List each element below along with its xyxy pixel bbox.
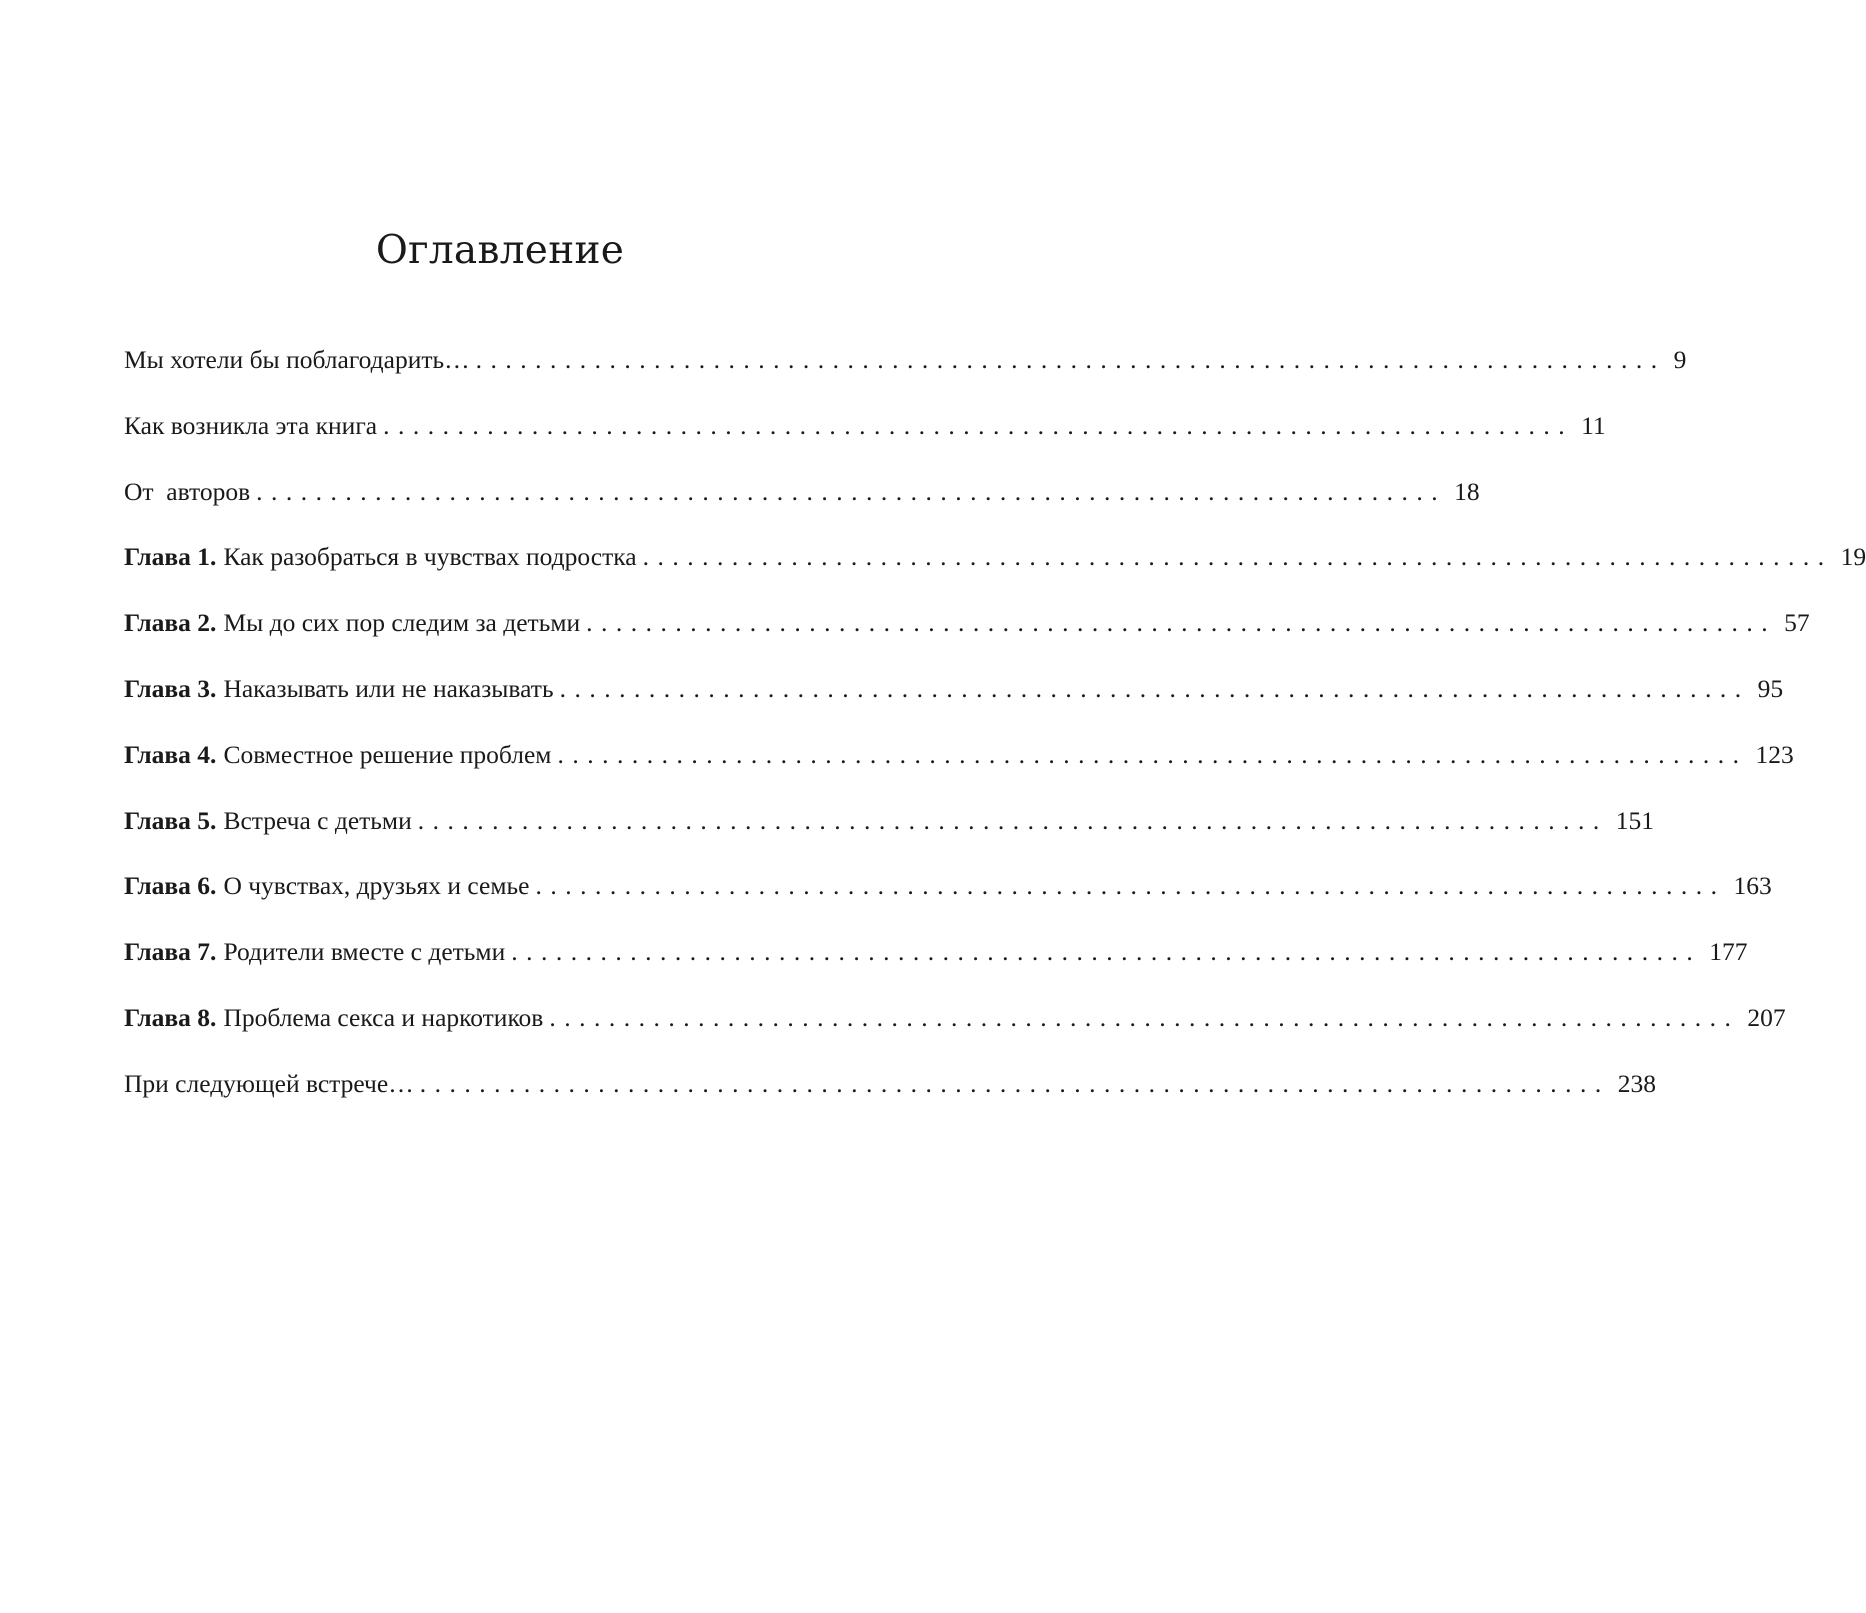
toc-page-number: 163 [1733,871,1772,901]
toc-entry [124,542,1866,608]
toc-entry-label-wrap [124,937,505,967]
toc-page-number: 207 [1747,1002,1786,1032]
toc-dot-leader: ................................................................................ [559,673,1750,703]
toc-dot-leader: ................................................................................ [417,805,1608,835]
toc-entry-label-wrap [124,740,551,770]
toc-entry [124,739,1794,806]
toc-page-number: 18 [1454,476,1480,506]
toc-dot-leader: ................................................................................ [642,542,1833,572]
toc-page-number: 57 [1784,608,1810,638]
toc-page-number: 151 [1615,805,1654,835]
chapter-number: Глава 6. [124,871,217,901]
page-title: Оглавление [375,228,625,273]
chapter-number: Глава 2. [124,608,217,638]
toc-entry [124,871,1772,937]
toc-entry [124,476,1480,543]
toc-entry-label: Мы хотели бы поблагодарить… [124,345,470,374]
chapter-number: Глава 1. [124,542,217,572]
toc-entry [124,673,1784,740]
toc-entry-label-wrap [124,608,580,638]
toc-entry-label-wrap [124,674,554,704]
toc-page-number: 177 [1709,937,1748,967]
toc-dot-leader: ................................................................................ [256,476,1447,506]
toc-page-number: 19 [1840,542,1866,572]
toc-entry [124,345,1687,411]
toc-entry-label-wrap [124,871,529,901]
toc-dot-leader: ................................................................................ [475,345,1666,374]
toc-entry-label-wrap [124,806,412,836]
toc-dot-leader: ................................................................................ [511,937,1702,967]
toc-entry-label-wrap [124,1003,543,1033]
toc-entry [124,937,1748,1003]
chapter-title: Родители вместе с детьми [223,937,506,967]
toc-dot-leader: ................................................................................ [586,608,1777,638]
chapter-number: Глава 7. [124,937,217,967]
toc-page-number: 11 [1581,410,1606,440]
toc-entry-label: От авторов [124,476,251,506]
chapter-number: Глава 3. [124,673,217,703]
toc-dot-leader: ................................................................................ [557,739,1748,769]
table-of-contents [124,345,1866,1135]
toc-entry-label: При следующей встрече… [124,1068,414,1098]
toc-page-number: 95 [1757,673,1784,703]
toc-entry [124,410,1606,477]
toc-page-number: 9 [1673,345,1687,374]
toc-page-number: 123 [1755,739,1794,769]
chapter-title: Мы до сих пор следим за детьми [223,608,581,638]
toc-page-number: 238 [1617,1068,1656,1098]
chapter-title: Совместное решение проблем [223,739,552,769]
chapter-title: Как разобраться в чувствах подростка [223,542,637,572]
toc-entry-label-wrap [124,542,637,572]
toc-entry [124,1002,1786,1069]
toc-entry [124,608,1810,674]
chapter-title: Проблема секса и наркотиков [223,1002,544,1032]
chapter-title: Встреча с детьми [223,805,412,835]
chapter-number: Глава 5. [124,805,217,835]
toc-entry-label: Как возникла эта книга [124,410,378,440]
toc-entry [124,805,1654,872]
toc-dot-leader: ................................................................................ [535,871,1726,901]
toc-dot-leader: ................................................................................ [383,410,1574,440]
chapter-number: Глава 4. [124,739,217,769]
toc-dot-leader: ................................................................................ [419,1068,1610,1098]
chapter-number: Глава 8. [124,1002,217,1032]
chapter-title: Наказывать или не наказывать [223,673,554,703]
chapter-title: О чувствах, друзьях и семье [223,871,530,901]
toc-entry [124,1068,1656,1135]
toc-dot-leader: ................................................................................ [549,1002,1740,1032]
